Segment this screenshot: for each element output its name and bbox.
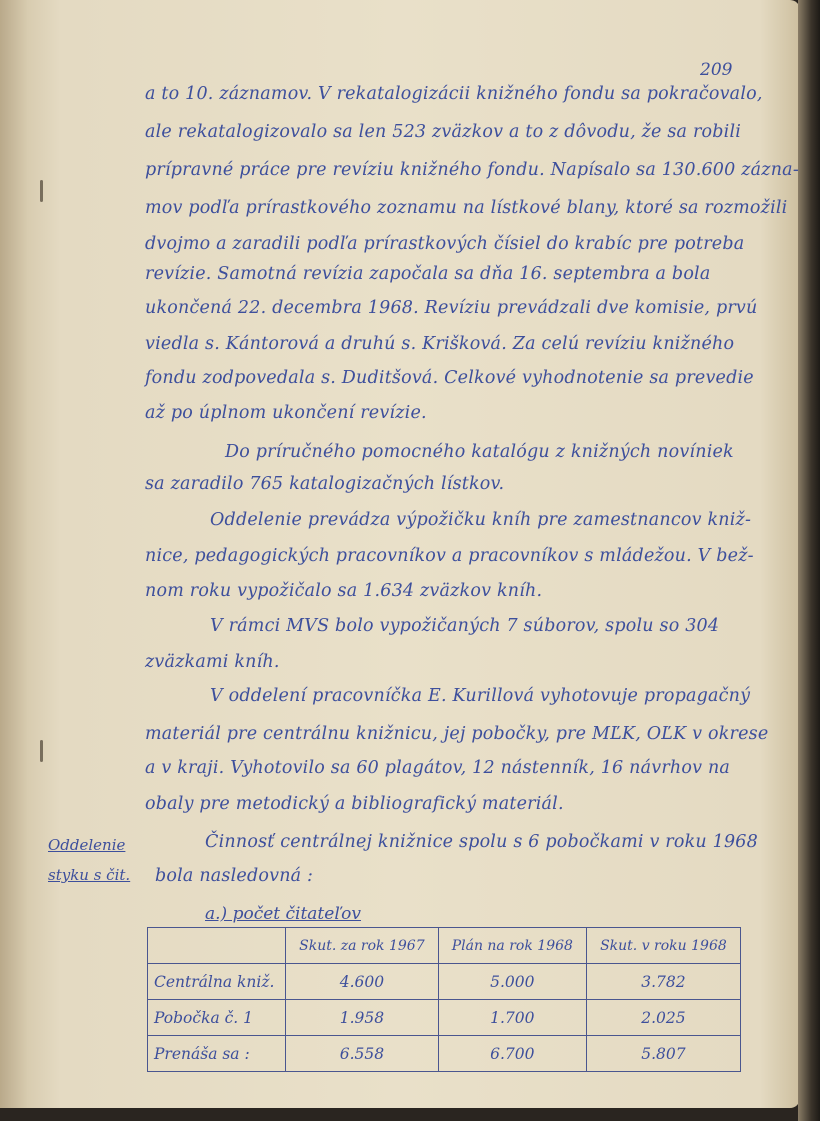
text-line: ukončená 22. decembra 1968. Revíziu prevádzali dve komisie, prvú [145, 298, 758, 318]
table-cell: 6.558 [286, 1036, 439, 1072]
text-line: Do príručného pomocného katalógu z knižných novíniek [225, 442, 734, 462]
text-line: mov podľa prírastkového zoznamu na lístkové blany, ktoré sa rozmožili [145, 198, 788, 218]
text-line: až po úplnom ukončení revízie. [145, 403, 427, 423]
table-header-cell: Plán na rok 1968 [438, 928, 586, 964]
table-cell: Pobočka č. 1 [148, 1000, 286, 1036]
page-number: 209 [700, 60, 733, 80]
table-header-row [148, 928, 741, 964]
section-subheading: a.) počet čitateľov [205, 904, 361, 924]
text-line: Činnosť centrálnej knižnice spolu s 6 pobočkami v roku 1968 [205, 832, 758, 852]
text-line: Oddelenie prevádza výpožičku kníh pre zamestnancov kniž- [210, 510, 752, 530]
table-cell: 6.700 [438, 1036, 586, 1072]
text-line: a to 10. záznamov. V rekatalogizácii knižného fondu sa pokračovalo, [145, 84, 763, 104]
table-row [148, 964, 741, 1000]
text-line: nice, pedagogických pracovníkov a pracovníkov s mládežou. V bež- [145, 546, 754, 566]
table-header-cell: Skut. za rok 1967 [286, 928, 439, 964]
binding-mark [40, 740, 43, 762]
text-line: fondu zodpovedala s. Duditšová. Celkové vyhodnotenie sa prevedie [145, 368, 754, 388]
text-line: dvojmo a zaradili podľa prírastkových čísiel do krabíc pre potreba [145, 234, 745, 254]
text-line: zväzkami kníh. [145, 652, 280, 672]
table-header-cell [148, 928, 286, 964]
text-line: prípravné práce pre revíziu knižného fondu. Napísalo sa 130.600 zázna- [145, 160, 799, 180]
table-cell: 4.600 [286, 964, 439, 1000]
text-line: ale rekatalogizovalo sa len 523 zväzkov a to z dôvodu, že sa robili [145, 122, 742, 142]
text-line: bola nasledovná : [155, 866, 314, 886]
page-edge-shadow [798, 0, 820, 1121]
table-cell: Centrálna kniž. [148, 964, 286, 1000]
table-cell: 1.958 [286, 1000, 439, 1036]
text-line: V rámci MVS bolo vypožičaných 7 súborov, spolu so 304 [210, 616, 720, 636]
text-line: a v kraji. Vyhotovilo sa 60 plagátov, 12 nástenník, 16 návrhov na [145, 758, 731, 778]
table-header-cell: Skut. v roku 1968 [586, 928, 740, 964]
table-cell: 5.000 [438, 964, 586, 1000]
text-line: nom roku vypožičalo sa 1.634 zväzkov kníh. [145, 581, 543, 601]
table-row [148, 1036, 741, 1072]
readers-table [147, 927, 741, 1072]
binding-mark [40, 180, 43, 202]
margin-note-line: Oddelenie [48, 836, 126, 854]
table-cell: 5.807 [586, 1036, 740, 1072]
text-line: revízie. Samotná revízia započala sa dňa 16. septembra a bola [145, 264, 711, 284]
table-cell: 1.700 [438, 1000, 586, 1036]
table-cell: 3.782 [586, 964, 740, 1000]
table-row [148, 1000, 741, 1036]
text-line: sa zaradilo 765 katalogizačných lístkov. [145, 474, 505, 494]
table-cell: Prenáša sa : [148, 1036, 286, 1072]
table-cell: 2.025 [586, 1000, 740, 1036]
text-line: V oddelení pracovníčka E. Kurillová vyhotovuje propagačný [210, 686, 751, 706]
text-line: viedla s. Kántorová a druhú s. Krišková. Za celú revíziu knižného [145, 334, 735, 354]
margin-note-line: styku s čit. [48, 866, 131, 884]
text-line: obaly pre metodický a bibliografický materiál. [145, 794, 564, 814]
text-line: materiál pre centrálnu knižnicu, jej pobočky, pre MĽK, OĽK v okrese [145, 724, 769, 744]
